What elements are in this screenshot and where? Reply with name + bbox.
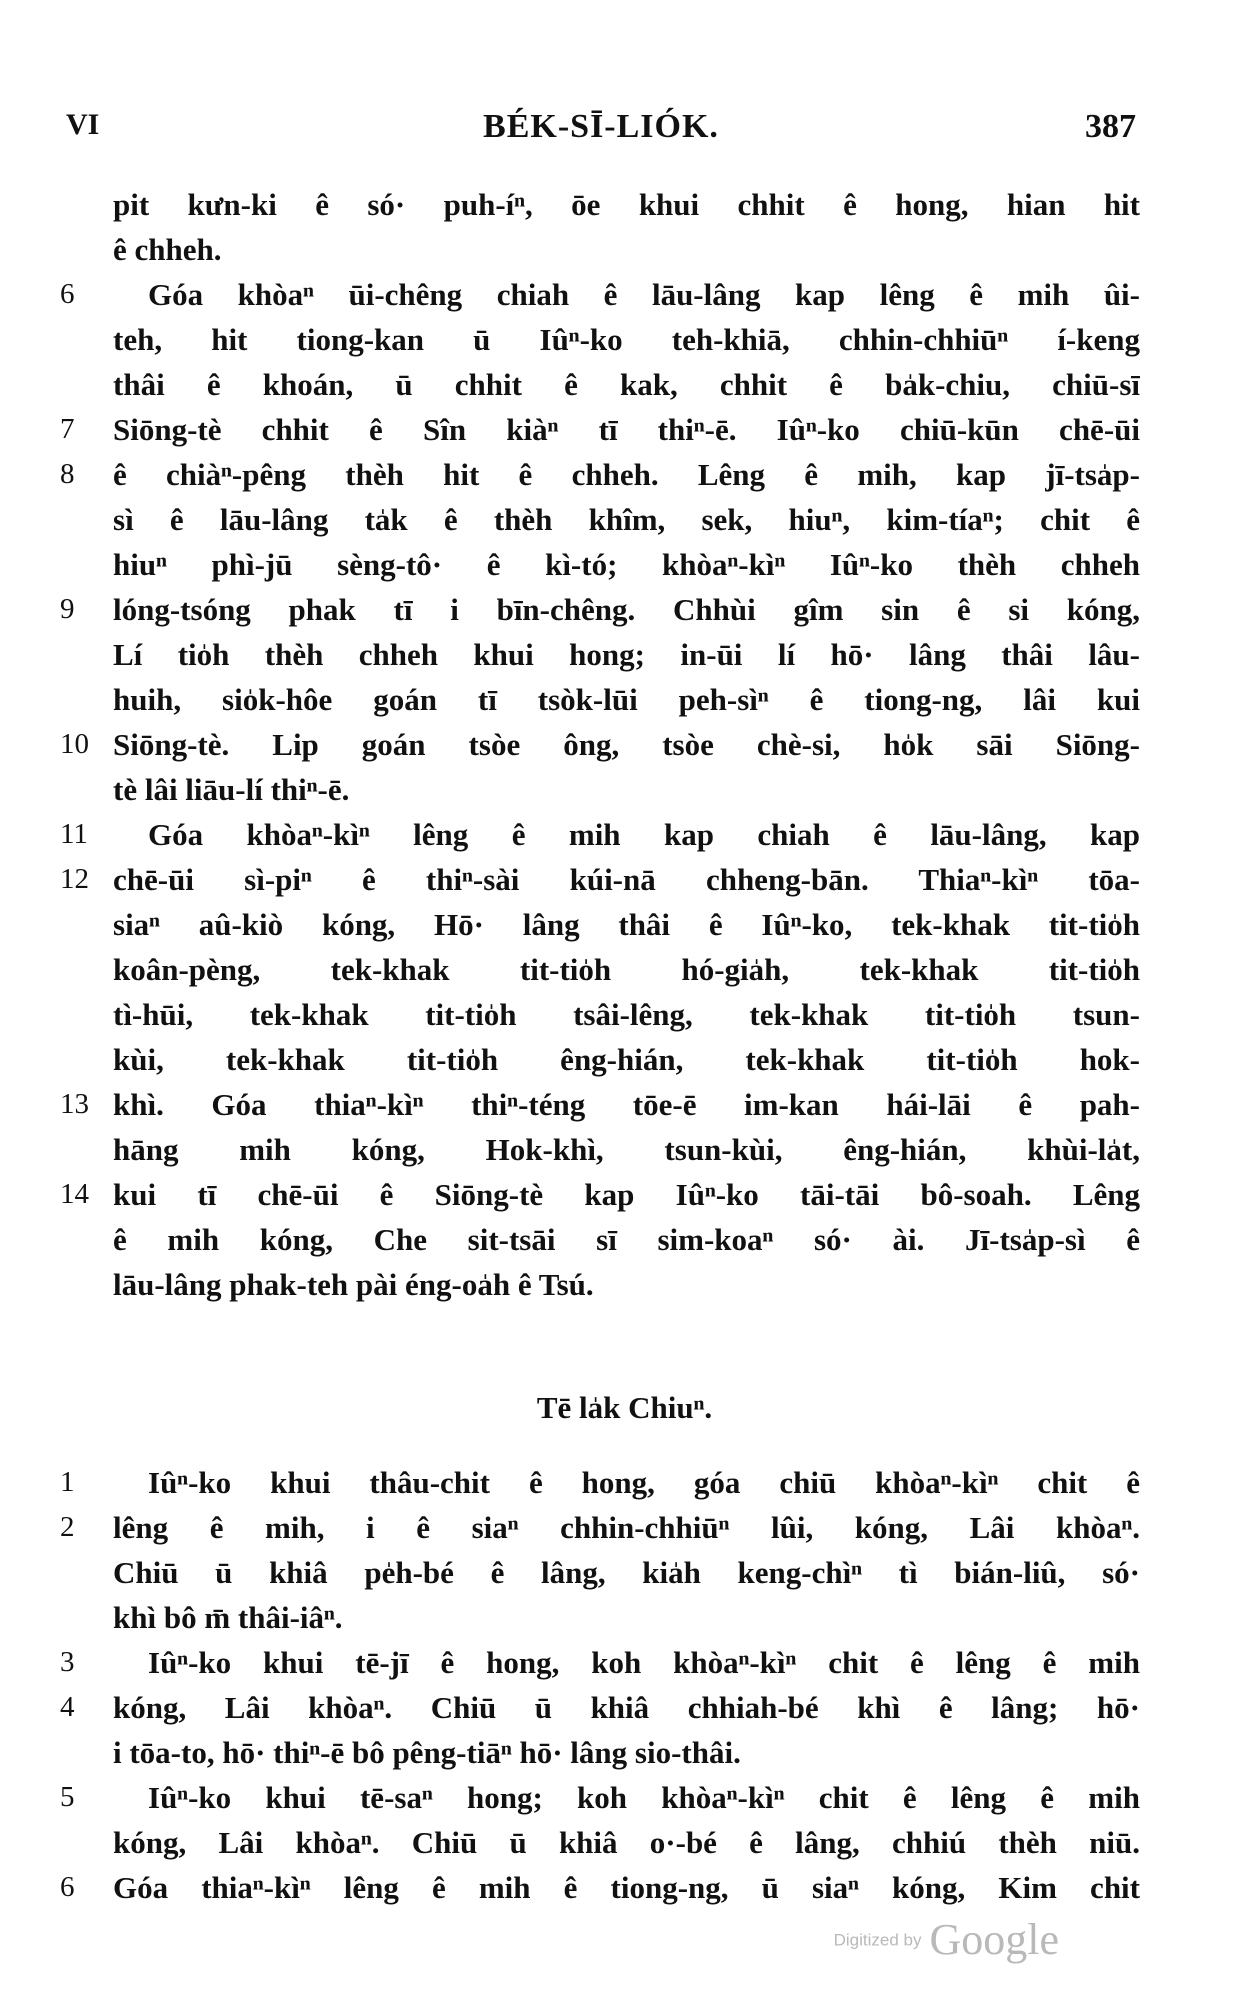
verse-number: 7: [60, 413, 75, 445]
line-text: ê chiàⁿ-pêng thèh hit ê chheh. Lêng ê mih, kap jī-tsa̍p-: [113, 457, 1140, 492]
line-text: khì bô m̄ thâi-iâⁿ.: [113, 1600, 343, 1635]
line-text: Iûⁿ-ko khui tē-saⁿ hong; koh khòaⁿ-kìⁿ chit ê lêng ê mih: [148, 1780, 1140, 1815]
line-text: kui tī chē-ūi ê Siōng-tè kap Iûⁿ-ko tāi-tāi bô-soah. Lêng: [113, 1177, 1140, 1212]
text-line: [60, 587, 1140, 632]
verse-number: 12: [60, 863, 89, 895]
verse-number: 2: [60, 1511, 75, 1543]
text-line: [60, 992, 1140, 1037]
text-line: [60, 1685, 1140, 1730]
verse-number: 3: [60, 1646, 75, 1678]
text-line: [60, 1640, 1140, 1685]
line-text: Góa khòaⁿ ūi-chêng chiah ê lāu-lâng kap lêng ê mih ûi-: [148, 277, 1140, 312]
text-line: [60, 362, 1140, 407]
line-text: Iûⁿ-ko khui tē-jī ê hong, koh khòaⁿ-kìⁿ chit ê lêng ê mih: [148, 1645, 1140, 1680]
line-text: pit kưn-ki ê só· puh-íⁿ, ōe khui chhit ê hong, hian hit: [113, 187, 1140, 222]
text-line: [60, 1127, 1140, 1172]
verse-number: 6: [60, 278, 75, 310]
text-line: [60, 317, 1140, 362]
line-text: Góa thiaⁿ-kìⁿ lêng ê mih ê tiong-ng, ū siaⁿ kóng, Kim chit: [113, 1870, 1140, 1905]
line-text: kùi, tek-khak tit-tio̍h êng-hián, tek-khak tit-tio̍h hok-: [113, 1042, 1140, 1077]
text-line: [60, 947, 1140, 992]
digitized-watermark: [834, 1915, 1059, 1965]
chapter-heading: Tē la̍k Chiuⁿ.: [536, 1390, 713, 1425]
line-text: lāu-lâng phak-teh pài éng-oa̍h ê Tsú.: [113, 1267, 594, 1302]
line-text: kóng, Lâi khòaⁿ. Chiū ū khiâ chhiah-bé khì ê lâng; hō·: [113, 1690, 1140, 1725]
verse-number: 1: [60, 1466, 75, 1498]
verse-number: 11: [60, 818, 88, 850]
verse-number: 14: [60, 1178, 89, 1210]
watermark-prefix: Digitized by: [833, 1930, 922, 1950]
text-line: [60, 452, 1140, 497]
text-line: [60, 722, 1140, 767]
line-text: Iûⁿ-ko khui thâu-chit ê hong, góa chiū khòaⁿ-kìⁿ chit ê: [148, 1465, 1140, 1500]
verse-number: 13: [60, 1088, 89, 1120]
text-line: [60, 1172, 1140, 1217]
line-text: kóng, Lâi khòaⁿ. Chiū ū khiâ o·-bé ê lâng, chhiú thèh niū.: [113, 1825, 1140, 1860]
text-line: [60, 272, 1140, 317]
text-line: [60, 542, 1140, 587]
line-text: teh, hit tiong-kan ū Iûⁿ-ko teh-khiā, chhin-chhiūⁿ í-keng: [113, 322, 1140, 357]
line-text: huih, sio̍k-hôe goán tī tsòk-lūi peh-sìⁿ ê tiong-ng, lâi kui: [113, 682, 1140, 717]
line-text: i tōa-to, hō· thiⁿ-ē bô pêng-tiāⁿ hō· lâng sio-thâi.: [113, 1735, 741, 1770]
line-text: hiuⁿ phì-jū sèng-tô· ê kì-tó; khòaⁿ-kìⁿ Iûⁿ-ko thèh chheh: [113, 547, 1140, 582]
verse-number: 8: [60, 458, 75, 490]
page-number: 387: [1085, 108, 1136, 145]
text-line: [60, 902, 1140, 947]
text-line: [60, 227, 1140, 272]
text-line: [60, 182, 1140, 227]
running-title: BÉK-SĪ-LIÓK.: [483, 108, 719, 145]
text-line: [60, 767, 1140, 812]
verse-number: 6: [60, 1871, 75, 1903]
google-logo: Google: [929, 1915, 1059, 1965]
text-line: [60, 1865, 1140, 1910]
chapter-marker: VI: [66, 108, 100, 141]
text-line: [60, 812, 1140, 857]
line-text: Siōng-tè. Lip goán tsòe ông, tsòe chè-si, ho̍k sāi Siōng-: [113, 727, 1140, 762]
line-text: sì ê lāu-lâng ta̍k ê thèh khîm, sek, hiuⁿ, kim-tíaⁿ; chit ê: [113, 502, 1140, 537]
text-line: [60, 1262, 1140, 1307]
running-header: [66, 108, 1136, 158]
text-line: [60, 1037, 1140, 1082]
text-line: [60, 407, 1140, 452]
text-line: [60, 497, 1140, 542]
chapter-five-text: [60, 182, 1140, 1307]
text-line: [60, 1775, 1140, 1820]
verse-number: 10: [60, 728, 89, 760]
line-text: thâi ê khoán, ū chhit ê kak, chhit ê ba̍k-chiu, chiū-sī: [113, 367, 1140, 402]
line-text: khì. Góa thiaⁿ-kìⁿ thiⁿ-téng tōe-ē im-kan hái-lāi ê pah-: [113, 1087, 1140, 1122]
text-line: [60, 1505, 1140, 1550]
line-text: Siōng-tè chhit ê Sîn kiàⁿ tī thiⁿ-ē. Iûⁿ-ko chiū-kūn chē-ūi: [113, 412, 1140, 447]
text-line: [60, 1550, 1140, 1595]
line-text: tì-hūi, tek-khak tit-tio̍h tsâi-lêng, tek-khak tit-tio̍h tsun-: [113, 997, 1140, 1032]
line-text: lóng-tsóng phak tī i bīn-chêng. Chhùi gîm sin ê si kóng,: [113, 592, 1140, 627]
line-text: Lí tio̍h thèh chheh khui hong; in-ūi lí hō· lâng thâi lâu-: [113, 637, 1140, 672]
text-line: [60, 1082, 1140, 1127]
line-text: hāng mih kóng, Hok-khì, tsun-kùi, êng-hián, khùi-la̍t,: [113, 1132, 1140, 1167]
text-line: [60, 1460, 1140, 1505]
line-text: ê mih kóng, Che sit-tsāi sī sim-koaⁿ só· ài. Jī-tsa̍p-sì ê: [113, 1222, 1140, 1257]
text-line: [60, 1217, 1140, 1262]
verse-number: 4: [60, 1691, 75, 1723]
verse-number: 9: [60, 593, 75, 625]
text-line: [60, 632, 1140, 677]
text-line: [60, 1820, 1140, 1865]
text-line: [60, 677, 1140, 722]
line-text: chē-ūi sì-piⁿ ê thiⁿ-sài kúi-nā chheng-bān. Thiaⁿ-kìⁿ tōa-: [113, 862, 1140, 897]
line-text: Chiū ū khiâ pe̍h-bé ê lâng, kia̍h keng-chìⁿ tì bián-liû, só·: [113, 1555, 1140, 1590]
line-text: Góa khòaⁿ-kìⁿ lêng ê mih kap chiah ê lāu-lâng, kap: [148, 817, 1140, 852]
line-text: lêng ê mih, i ê siaⁿ chhin-chhiūⁿ lûi, kóng, Lâi khòaⁿ.: [113, 1510, 1140, 1545]
line-text: siaⁿ aû-kiò kóng, Hō· lâng thâi ê Iûⁿ-ko, tek-khak tit-tio̍h: [113, 907, 1140, 942]
chapter-six-text: [60, 1460, 1140, 1910]
text-line: [60, 857, 1140, 902]
text-line: [60, 1595, 1140, 1640]
verse-number: 5: [60, 1781, 75, 1813]
line-text: tè lâi liāu-lí thiⁿ-ē.: [113, 772, 350, 807]
text-line: [60, 1730, 1140, 1775]
line-text: koân-pèng, tek-khak tit-tio̍h hó-gia̍h, tek-khak tit-tio̍h: [113, 952, 1140, 987]
line-text: ê chheh.: [113, 232, 222, 267]
